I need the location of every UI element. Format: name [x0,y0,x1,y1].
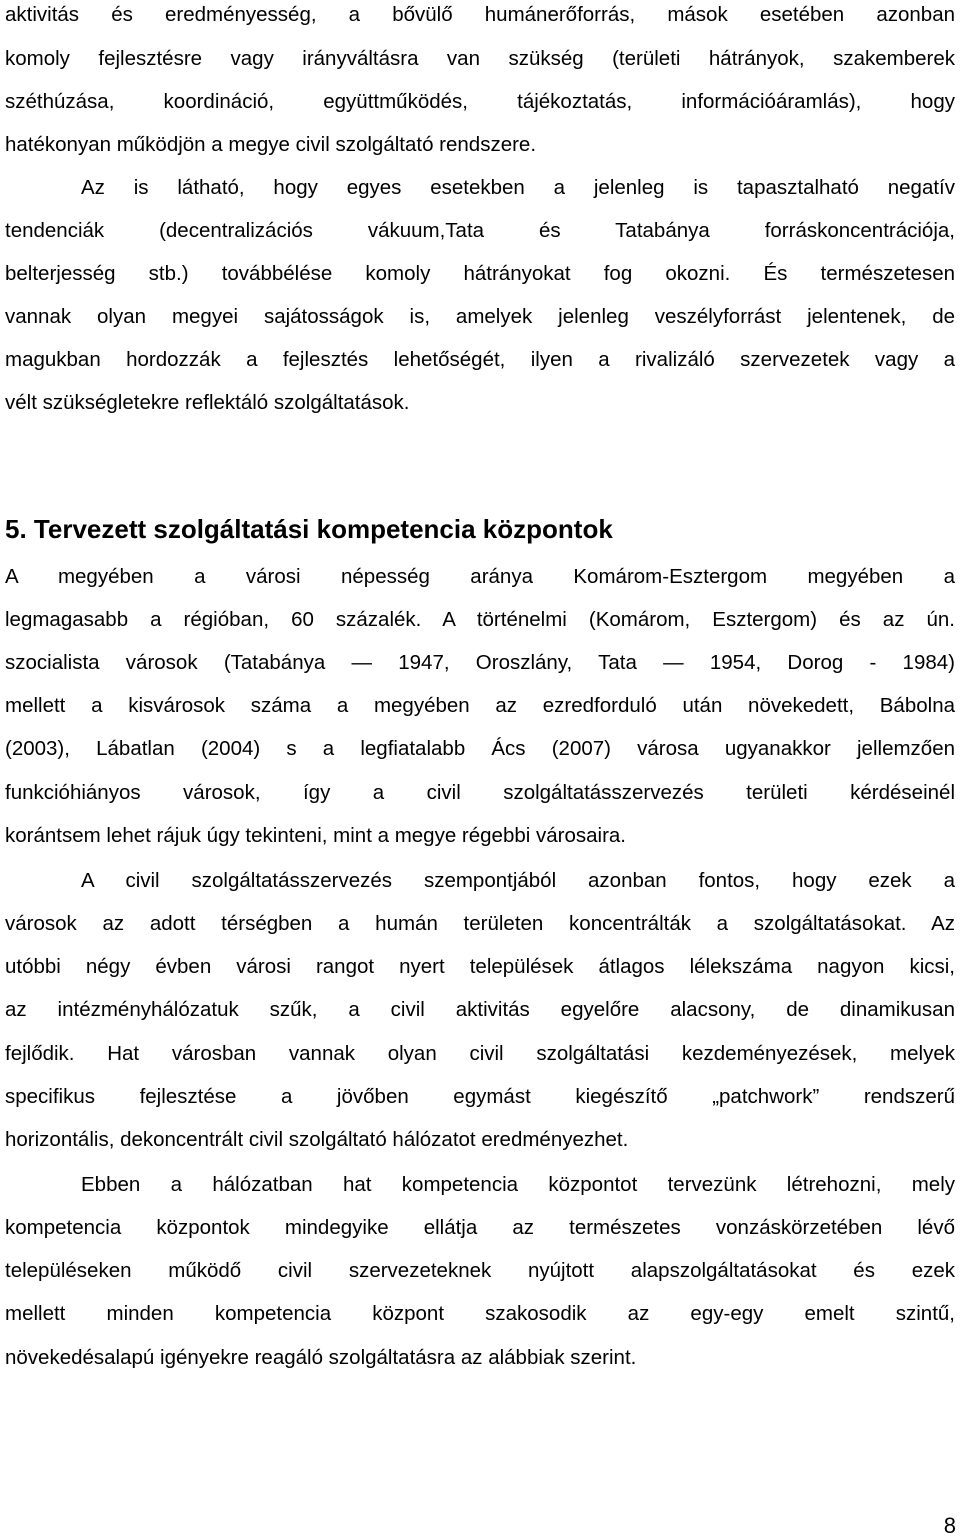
paragraph-1-line-3: széthúzása, koordináció, együttműködés, tájékoztatás, információáramlás), hogy [5,90,955,113]
paragraph-3-line-1: A megyében a városi népesség aránya Komárom-Esztergom megyében a [5,565,955,588]
paragraph-3-line-7: korántsem lehet rájuk úgy tekinteni, mint a megye régebbi városaira. [5,824,627,847]
paragraph-5-line-4: mellett minden kompetencia központ szakosodik az egy-egy emelt szintű, [5,1302,955,1325]
paragraph-4-line-2: városok az adott térségben a humán területen koncentrálták a szolgáltatásokat. Az [5,912,955,935]
paragraph-1-line-4: hatékonyan működjön a megye civil szolgáltató rendszere. [5,133,537,156]
paragraph-3-line-5: (2003), Lábatlan (2004) s a legfiatalabb Ács (2007) városa ugyanakkor jellemzően [5,737,955,760]
paragraph-2-line-6: vélt szükségletekre reflektáló szolgáltatások. [5,391,410,414]
page-number: 8 [943,1513,956,1538]
paragraph-3-line-6: funkcióhiányos városok, így a civil szolgáltatásszervezés területi kérdéseinél [5,781,955,804]
paragraph-4-line-4: az intézményhálózatuk szűk, a civil aktivitás egyelőre alacsony, de dinamikusan [5,998,955,1021]
paragraph-4-line-7: horizontális, dekoncentrált civil szolgáltató hálózatot eredményezhet. [5,1128,629,1151]
paragraph-4-line-5: fejlődik. Hat városban vannak olyan civil szolgáltatási kezdeményezések, melyek [5,1042,955,1065]
paragraph-1-line-1: aktivitás és eredményesség, a bővülő humánerőforrás, mások esetében azonban [5,3,955,26]
paragraph-2-line-5: magukban hordozzák a fejlesztés lehetőségét, ilyen a rivalizáló szervezetek vagy a [5,348,955,371]
paragraph-5-line-3: településeken működő civil szervezeteknek nyújtott alapszolgáltatásokat és ezek [5,1259,955,1282]
section-heading: 5. Tervezett szolgáltatási kompetencia központok [5,514,613,544]
paragraph-3-line-3: szocialista városok (Tatabánya — 1947, Oroszlány, Tata — 1954, Dorog - 1984) [5,651,955,674]
paragraph-5-line-1: Ebben a hálózatban hat kompetencia központot tervezünk létrehozni, mely [81,1173,955,1196]
paragraph-4-line-1: A civil szolgáltatásszervezés szempontjából azonban fontos, hogy ezek a [81,869,955,892]
paragraph-5-line-5: növekedésalapú igényekre reagáló szolgáltatásra az alábbiak szerint. [5,1346,637,1369]
paragraph-3-line-2: legmagasabb a régióban, 60 százalék. A történelmi (Komárom, Esztergom) és az ún. [5,608,955,631]
paragraph-2-line-2: tendenciák (decentralizációs vákuum,Tata és Tatabánya forráskoncentrációja, [5,219,955,242]
paragraph-1-line-2: komoly fejlesztésre vagy irányváltásra van szükség (területi hátrányok, szakemberek [5,47,955,70]
paragraph-2-line-4: vannak olyan megyei sajátosságok is, amelyek jelenleg veszélyforrást jelentenek, de [5,305,955,328]
paragraph-4-line-3: utóbbi négy évben városi rangot nyert települések átlagos lélekszáma nagyon kicsi, [5,955,955,978]
paragraph-2-line-1: Az is látható, hogy egyes esetekben a jelenleg is tapasztalható negatív [81,176,955,199]
paragraph-4-line-6: specifikus fejlesztése a jövőben egymást kiegészítő „patchwork” rendszerű [5,1085,955,1108]
paragraph-5-line-2: kompetencia központok mindegyike ellátja az természetes vonzáskörzetében lévő [5,1216,955,1239]
paragraph-3-line-4: mellett a kisvárosok száma a megyében az ezredforduló után növekedett, Bábolna [5,694,955,717]
paragraph-2-line-3: belterjesség stb.) továbbélése komoly hátrányokat fog okozni. És természetesen [5,262,955,285]
